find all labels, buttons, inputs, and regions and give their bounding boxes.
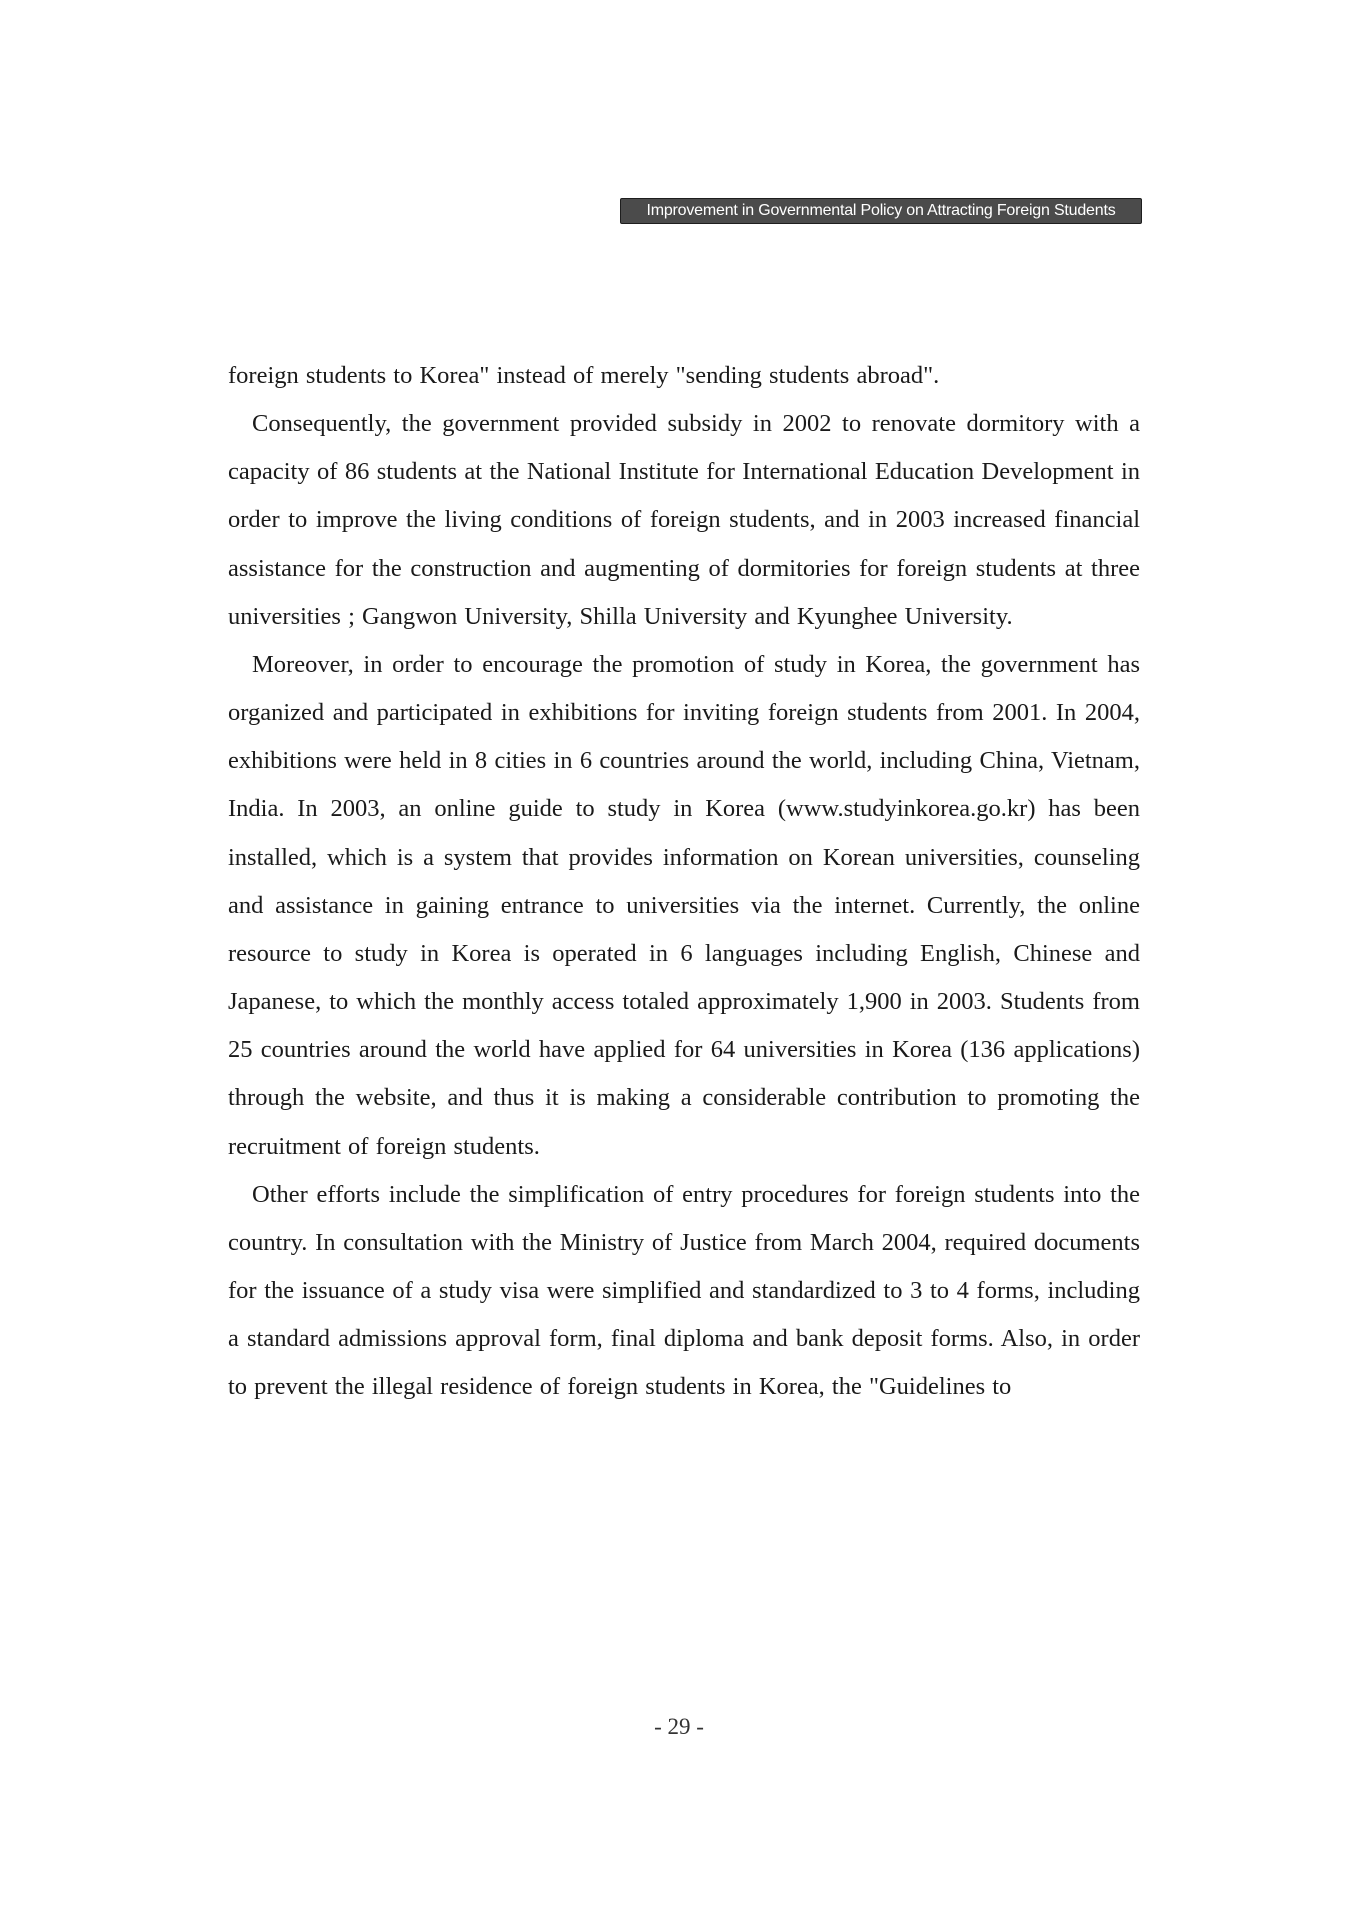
paragraph: Consequently, the government provided subsidy in 2002 to renovate dormitory with a capacity of 86 students at the National Institute for International Education Development in order to improve the living conditions of foreign students, and in 2003 increased financial assistance for the construction and augmenting of dormitories for foreign students at three universities ; Gangwon University, Shilla University and Kyunghee University. (228, 410, 1140, 630)
page-number: - 29 - (654, 1714, 704, 1739)
paragraph-continued: foreign students to Korea" instead of merely "sending students abroad". (228, 362, 940, 389)
body-text (228, 352, 1140, 1411)
paragraph: Other efforts include the simplification of entry procedures for foreign students into the country. In consultation with the Ministry of Justice from March 2004, required documents for the issuance of a study visa were simplified and standardized to 3 to 4 forms, including a standard admissions approval form, final diploma and bank deposit forms. Also, in order to prevent the illegal residence of foreign students in Korea, the "Guidelines to (228, 1180, 1140, 1401)
running-header: Improvement in Governmental Policy on Attracting Foreign Students (620, 198, 1142, 224)
paragraph: Moreover, in order to encourage the promotion of study in Korea, the government has organized and participated in exhibitions for inviting foreign students from 2001. In 2004, exhibitions were held in 8 cities in 6 countries around the world, including China, Vietnam, India. In 2003, an online guide to study in Korea (www.studyinkorea.go.kr) has been installed, which is a system that provides information on Korean universities, counseling and assistance in gaining entrance to universities via the internet. Currently, the online resource to study in Korea is operated in 6 languages including English, Chinese and Japanese, to which the monthly access totaled approximately 1,900 in 2003. Students from 25 countries around the world have applied for 64 universities in Korea (136 applications) through the website, and thus it is making a considerable contribution to promoting the recruitment of foreign students. (228, 650, 1140, 1160)
